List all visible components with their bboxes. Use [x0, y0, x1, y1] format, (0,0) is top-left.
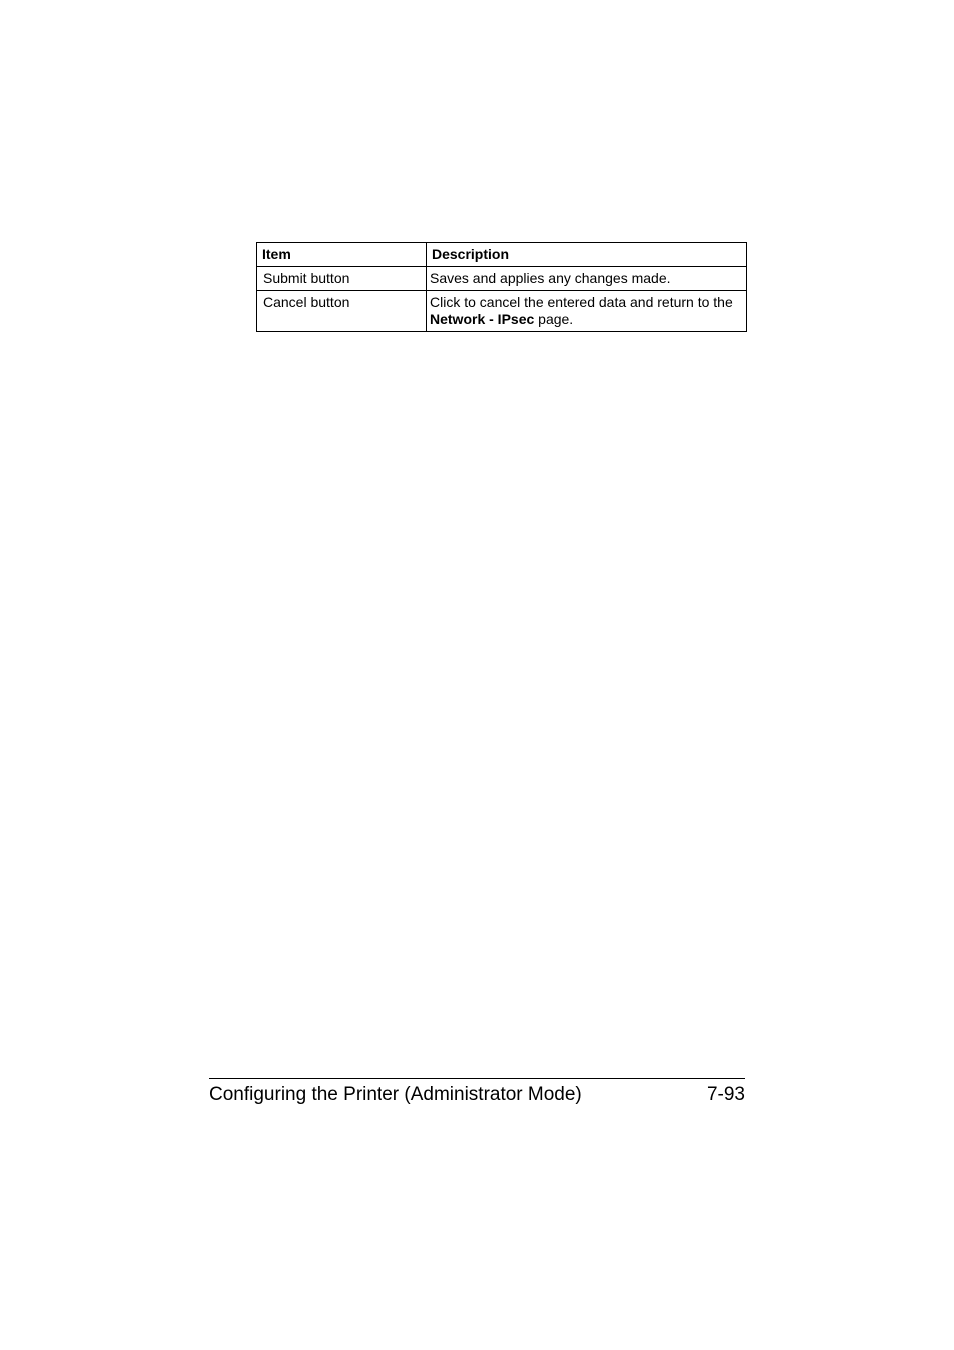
table-header-row — [257, 243, 747, 267]
page-footer — [209, 1078, 745, 1107]
table-row — [257, 291, 747, 332]
description-text-end: page. — [534, 311, 574, 327]
items-table — [256, 242, 747, 332]
page-reference: Network - IPsec — [430, 311, 535, 327]
page-number: 7-93 — [706, 1084, 745, 1105]
table-row — [257, 267, 747, 291]
chapter-title: Configuring the Printer (Administrator Mode) — [209, 1084, 582, 1105]
header-item: Item — [257, 243, 427, 267]
description-cell-cancel-button — [427, 291, 747, 332]
item-cell-submit-button: Submit button — [257, 267, 427, 291]
header-description: Description — [427, 243, 747, 267]
description-cell-submit-button: Saves and applies any changes made. — [427, 267, 747, 291]
description-text: Click to cancel the entered data and return to the — [430, 294, 733, 310]
item-cell-cancel-button: Cancel button — [257, 291, 427, 332]
